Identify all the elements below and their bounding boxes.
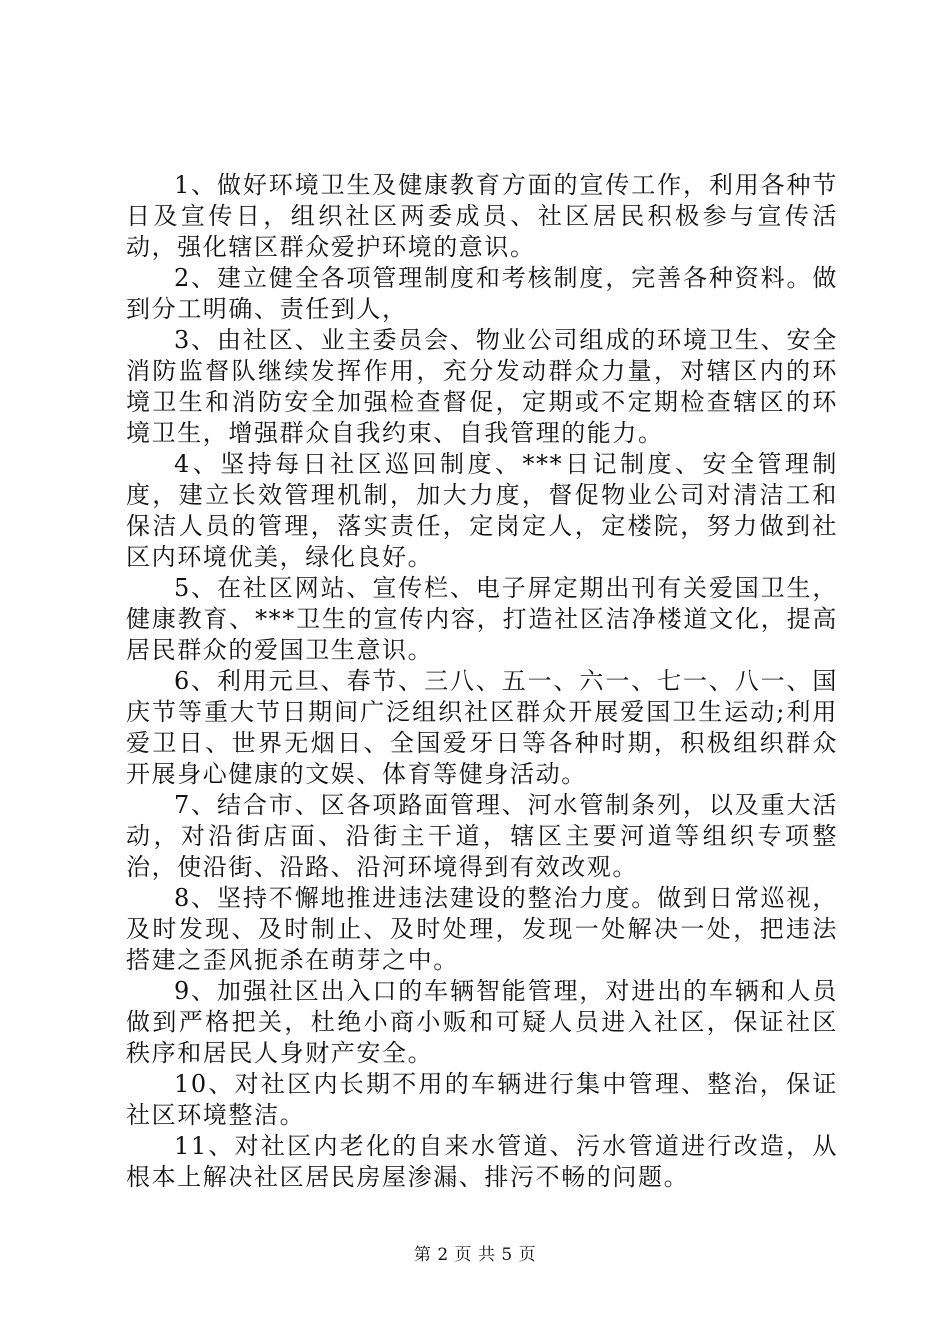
paragraph-5: 5、在社区网站、宣传栏、电子屏定期出刊有关爱国卫生，健康教育、***卫生的宣传内容，打造社区洁净楼道文化，提高居民群众的爱国卫生意识。 bbox=[126, 574, 838, 664]
page-footer bbox=[0, 1240, 950, 1265]
paragraph-9: 9、加强社区出入口的车辆智能管理，对进出的车辆和人员做到严格把关，杜绝小商小贩和可疑人员进入社区，保证社区秩序和居民人身财产安全。 bbox=[126, 977, 838, 1067]
page-number-label: 第 2 页 共 5 页 bbox=[413, 1245, 537, 1265]
paragraph-3: 3、由社区、业主委员会、物业公司组成的环境卫生、安全消防监督队继续发挥作用，充分发动群众力量，对辖区内的环境卫生和消防安全加强检查督促，定期或不定期检查辖区的环境卫生，增强群众自我约束、自我管理的能力。 bbox=[126, 326, 838, 447]
paragraph-11: 11、对社区内老化的自来水管道、污水管道进行改造，从根本上解决社区居民房屋渗漏、排污不畅的问题。 bbox=[126, 1132, 838, 1191]
paragraph-6: 6、利用元旦、春节、三八、五一、六一、七一、八一、国庆节等重大节日期间广泛组织社区群众开展爱国卫生运动;利用爱卫日、世界无烟日、全国爱牙日等各种时期，积极组织群众开展身心健康的文娱、体育等健身活动。 bbox=[126, 667, 838, 788]
paragraph-7: 7、结合市、区各项路面管理、河水管制条列，以及重大活动，对沿街店面、沿街主干道，辖区主要河道等组织专项整治，使沿街、沿路、沿河环境得到有效改观。 bbox=[126, 791, 838, 881]
paragraph-10: 10、对社区内长期不用的车辆进行集中管理、整治，保证社区环境整洁。 bbox=[126, 1070, 838, 1129]
document-body bbox=[126, 170, 838, 1193]
paragraph-4: 4、坚持每日社区巡回制度、***日记制度、安全管理制度，建立长效管理机制，加大力度，督促物业公司对清洁工和保洁人员的管理，落实责任，定岗定人，定楼院，努力做到社区内环境优美，绿化良好。 bbox=[126, 450, 838, 571]
paragraph-8: 8、坚持不懈地推进违法建设的整治力度。做到日常巡视，及时发现、及时制止、及时处理，发现一处解决一处，把违法搭建之歪风扼杀在萌芽之中。 bbox=[126, 884, 838, 974]
paragraph-2: 2、建立健全各项管理制度和考核制度，完善各种资料。做到分工明确、责任到人， bbox=[126, 264, 838, 323]
paragraph-1: 1、做好环境卫生及健康教育方面的宣传工作，利用各种节日及宣传日，组织社区两委成员、社区居民积极参与宣传活动，强化辖区群众爱护环境的意识。 bbox=[126, 171, 838, 261]
